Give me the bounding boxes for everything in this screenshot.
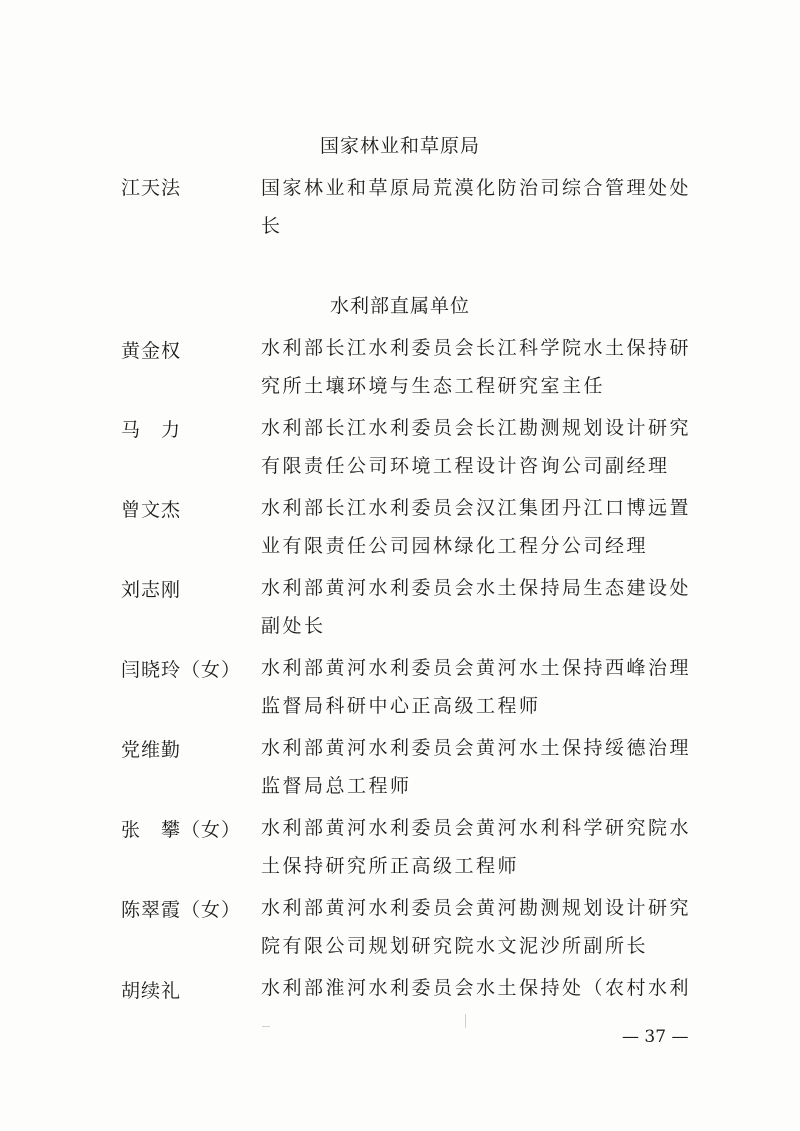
entry-title-line: 水利部长江水利委员会长江科学院水土保持研 xyxy=(261,337,692,359)
entry-title-line: 水利部长江水利委员会汉江集团丹江口博远置 xyxy=(261,497,692,519)
entry-title-line: 水利部黄河水利委员会黄河水利科学研究院水 xyxy=(261,817,692,839)
entry-title-line: 国家林业和草原局荒漠化防治司综合管理处处 xyxy=(261,177,692,199)
entry-name: 曾文杰 xyxy=(121,499,182,521)
entry-title-line: 监督局总工程师 xyxy=(261,775,412,797)
section-heading-forestry: 国家林业和草原局 xyxy=(319,135,480,157)
page-number: — 37 — xyxy=(622,1027,689,1047)
entry-title-line: 究所土壤环境与生态工程研究室主任 xyxy=(261,375,606,397)
entry-title-line: 水利部黄河水利委员会黄河水土保持绥德治理 xyxy=(261,737,692,759)
entry-name: 党维勤 xyxy=(121,739,182,761)
entry-title-line: 监督局科研中心正高级工程师 xyxy=(261,695,541,717)
entry-name: 陈翠霞（女） xyxy=(121,899,242,921)
entry-title-line: 水利部长江水利委员会长江勘测规划设计研究 xyxy=(261,417,692,439)
entry-title-line: 有限责任公司环境工程设计咨询公司副经理 xyxy=(261,455,670,477)
entry-title-line: 水利部黄河水利委员会黄河勘测规划设计研究 xyxy=(261,897,692,919)
entry-title-line: 副处长 xyxy=(261,615,326,637)
entry-title-line: 院有限公司规划研究院水文泥沙所副所长 xyxy=(261,935,649,957)
entry-title-line: 水利部淮河水利委员会水土保持处（农村水利 xyxy=(261,977,692,999)
entry-name: 刘志刚 xyxy=(121,579,182,601)
entry-title-line: 水利部黄河水利委员会水土保持局生态建设处 xyxy=(261,577,692,599)
section-heading-water-ministry: 水利部直属单位 xyxy=(329,295,470,317)
entry-name: 张 攀（女） xyxy=(121,819,242,841)
entry-title-line: 土保持研究所正高级工程师 xyxy=(261,855,520,877)
entry-name: 胡续礼 xyxy=(121,980,182,1002)
entry-title-line: 水利部黄河水利委员会黄河水土保持西峰治理 xyxy=(261,657,692,679)
scan-artifact xyxy=(465,1014,466,1028)
entry-name: 马 力 xyxy=(121,419,182,441)
entry-title-line: 业有限责任公司园林绿化工程分公司经理 xyxy=(261,535,649,557)
entry-name: 黄金权 xyxy=(121,340,182,362)
entry-title-line: 长 xyxy=(261,215,283,237)
scan-artifact xyxy=(262,1026,270,1027)
entry-name: 闫晓玲（女） xyxy=(121,659,242,681)
entry-name: 江天法 xyxy=(121,177,182,199)
